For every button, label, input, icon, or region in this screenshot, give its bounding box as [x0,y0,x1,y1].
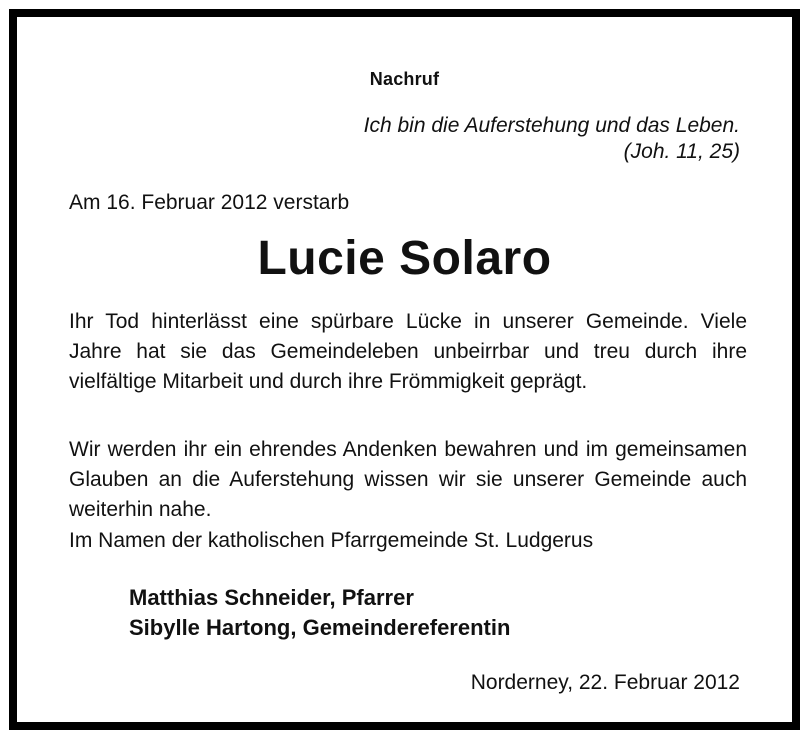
place-and-date: Norderney, 22. Februar 2012 [470,671,740,694]
signatories [129,583,510,643]
on-behalf-line: Im Namen der katholischen Pfarrgemeinde St. Ludgerus [69,529,594,552]
bible-verse [364,113,740,165]
verse-reference: (Joh. 11, 25) [623,140,740,163]
tribute-paragraph: Ihr Tod hinterlässt eine spürbare Lücke in unserer Gemeinde. Viele Jahre hat sie das Gemeindeleben unbeirrbar und treu durch ihre vielfältige Mitarbeit und durch ihre Frömmigkeit geprägt. [69,310,747,393]
signatory-pastor: Matthias Schneider, Pfarrer [129,585,414,610]
notice-heading: Nachruf [369,69,440,89]
signatory-community-officer: Sibylle Hartong, Gemeindereferentin [129,615,511,640]
verse-text: Ich bin die Auferstehung und das Leben. [363,114,740,137]
death-date-intro: Am 16. Februar 2012 verstarb [69,191,350,214]
obituary-notice [9,9,800,730]
remembrance-paragraph: Wir werden ihr ein ehrendes Andenken bewahren und im gemeinsamen Glauben an die Auferstehung wissen wir sie unserer Gemeinde auch weiterhin nahe. [69,438,747,521]
deceased-name: Lucie Solaro [257,232,552,285]
